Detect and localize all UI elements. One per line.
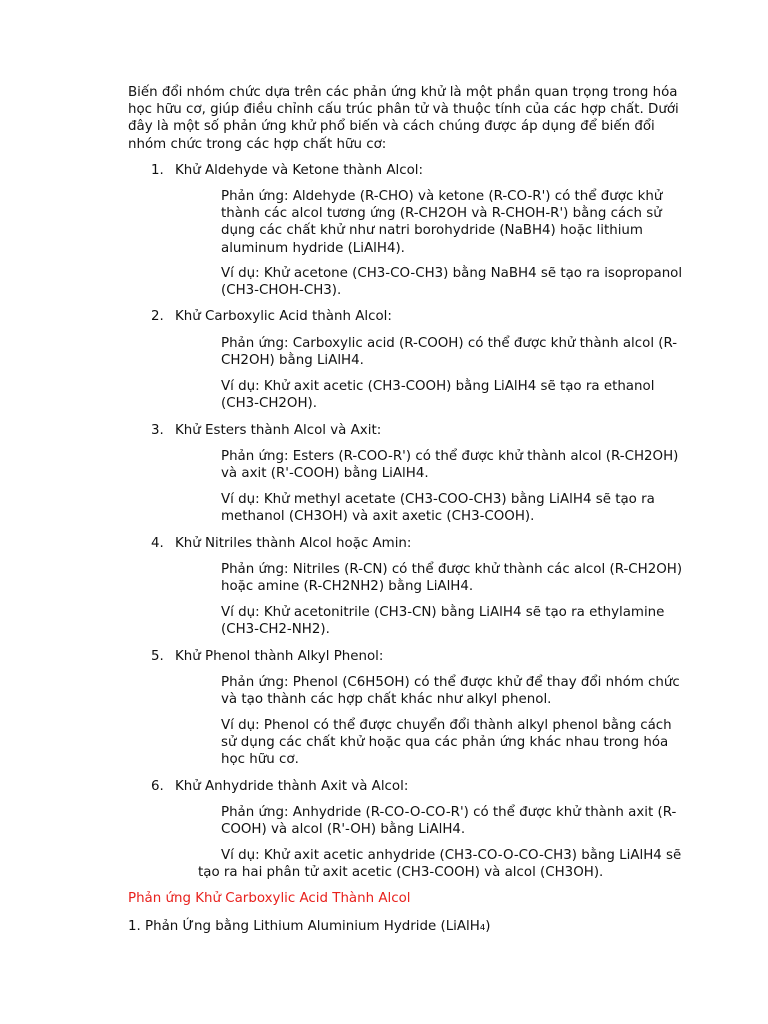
list-item-title: Khử Anhydride thành Axit và Alcol: — [175, 779, 409, 794]
list-item-4 — [151, 535, 691, 552]
list-item-2 — [151, 308, 691, 325]
list-item-number: 2. — [151, 309, 164, 324]
list-item-number: 4. — [151, 536, 164, 551]
list-item-heading — [151, 778, 691, 795]
reaction-paragraph: Phản ứng: Phenol (C6H5OH) có thể được khử để thay đổi nhóm chức và tạo thành các hợp chất khác như alkyl phenol. — [221, 675, 680, 708]
reaction-paragraph: Phản ứng: Nitriles (R-CN) có thể được khử thành các alcol (R-CH2OH) hoặc amine (R-CH2NH2) bằng LiAlH4. — [221, 562, 683, 595]
example-paragraph: Ví dụ: Khử axit acetic anhydride (CH3-CO-O-CO-CH3) bằng LiAlH4 sẽ tạo ra hai phân tử axit acetic (CH3-COOH) và alcol (CH3OH). — [198, 848, 682, 881]
reaction-paragraph: Phản ứng: Esters (R-COO-R') có thể được khử thành alcol (R-CH2OH) và axit (R'-COOH) bằng LiAlH4. — [221, 449, 679, 482]
list-item-5 — [151, 648, 691, 665]
list-item-title: Khử Nitriles thành Alcol hoặc Amin: — [175, 536, 412, 551]
list-item-number: 5. — [151, 649, 164, 664]
section-heading: Phản ứng Khử Carboxylic Acid Thành Alcol — [128, 891, 411, 906]
list-item-heading — [151, 648, 691, 665]
list-item-3 — [151, 422, 691, 439]
subheading: 1. Phản Ứng bằng Lithium Aluminium Hydride (LiAlH₄) — [128, 919, 491, 934]
list-item-title: Khử Aldehyde và Ketone thành Alcol: — [175, 163, 424, 178]
list-item-1 — [151, 162, 691, 179]
example-paragraph: Ví dụ: Khử acetone (CH3-CO-CH3) bằng NaBH4 sẽ tạo ra isopropanol (CH3-CHOH-CH3). — [221, 266, 683, 299]
list-item-title: Khử Phenol thành Alkyl Phenol: — [175, 649, 384, 664]
reaction-paragraph: Phản ứng: Anhydride (R-CO-O-CO-R') có thể được khử thành axit (R-COOH) và alcol (R'-OH) bằng LiAlH4. — [221, 805, 677, 838]
reaction-paragraph: Phản ứng: Carboxylic acid (R-COOH) có thể được khử thành alcol (R-CH2OH) bằng LiAlH4. — [221, 336, 678, 369]
list-item-heading — [151, 308, 691, 325]
list-item-number: 1. — [151, 163, 164, 178]
list-item-number: 3. — [151, 423, 164, 438]
list-item-heading — [151, 162, 691, 179]
list-item-title: Khử Esters thành Alcol và Axit: — [175, 423, 382, 438]
list-item-title: Khử Carboxylic Acid thành Alcol: — [175, 309, 392, 324]
reaction-paragraph: Phản ứng: Aldehyde (R-CHO) và ketone (R-CO-R') có thể được khử thành các alcol tương ứng (R-CH2OH và R-CHOH-R') bằng cách sử dụng các chất khử như natri borohydride (NaBH4) hoặc lithium aluminum hydride (LiAlH4). — [221, 189, 663, 256]
list-item-6 — [151, 778, 691, 795]
list-item-heading — [151, 535, 691, 552]
list-item-heading — [151, 422, 691, 439]
example-paragraph: Ví dụ: Khử acetonitrile (CH3-CN) bằng LiAlH4 sẽ tạo ra ethylamine (CH3-CH2-NH2). — [221, 605, 665, 638]
example-paragraph: Ví dụ: Phenol có thể được chuyển đổi thành alkyl phenol bằng cách sử dụng các chất khử hoặc qua các phản ứng khác nhau trong hóa học hữu cơ. — [221, 718, 672, 768]
list-item-number: 6. — [151, 779, 164, 794]
intro-paragraph: Biến đổi nhóm chức dựa trên các phản ứng khử là một phần quan trọng trong hóa học hữu cơ, giúp điều chỉnh cấu trúc phân tử và thuộc tính của các hợp chất. Dưới đây là một số phản ứng khử phổ biến và cách chúng được áp dụng để biến đổi nhóm chức trong các hợp chất hữu cơ: — [128, 85, 679, 152]
example-paragraph: Ví dụ: Khử methyl acetate (CH3-COO-CH3) bằng LiAlH4 sẽ tạo ra methanol (CH3OH) và axit axetic (CH3-COOH). — [221, 492, 655, 525]
example-paragraph: Ví dụ: Khử axit acetic (CH3-COOH) bằng LiAlH4 sẽ tạo ra ethanol (CH3-CH2OH). — [221, 379, 655, 412]
